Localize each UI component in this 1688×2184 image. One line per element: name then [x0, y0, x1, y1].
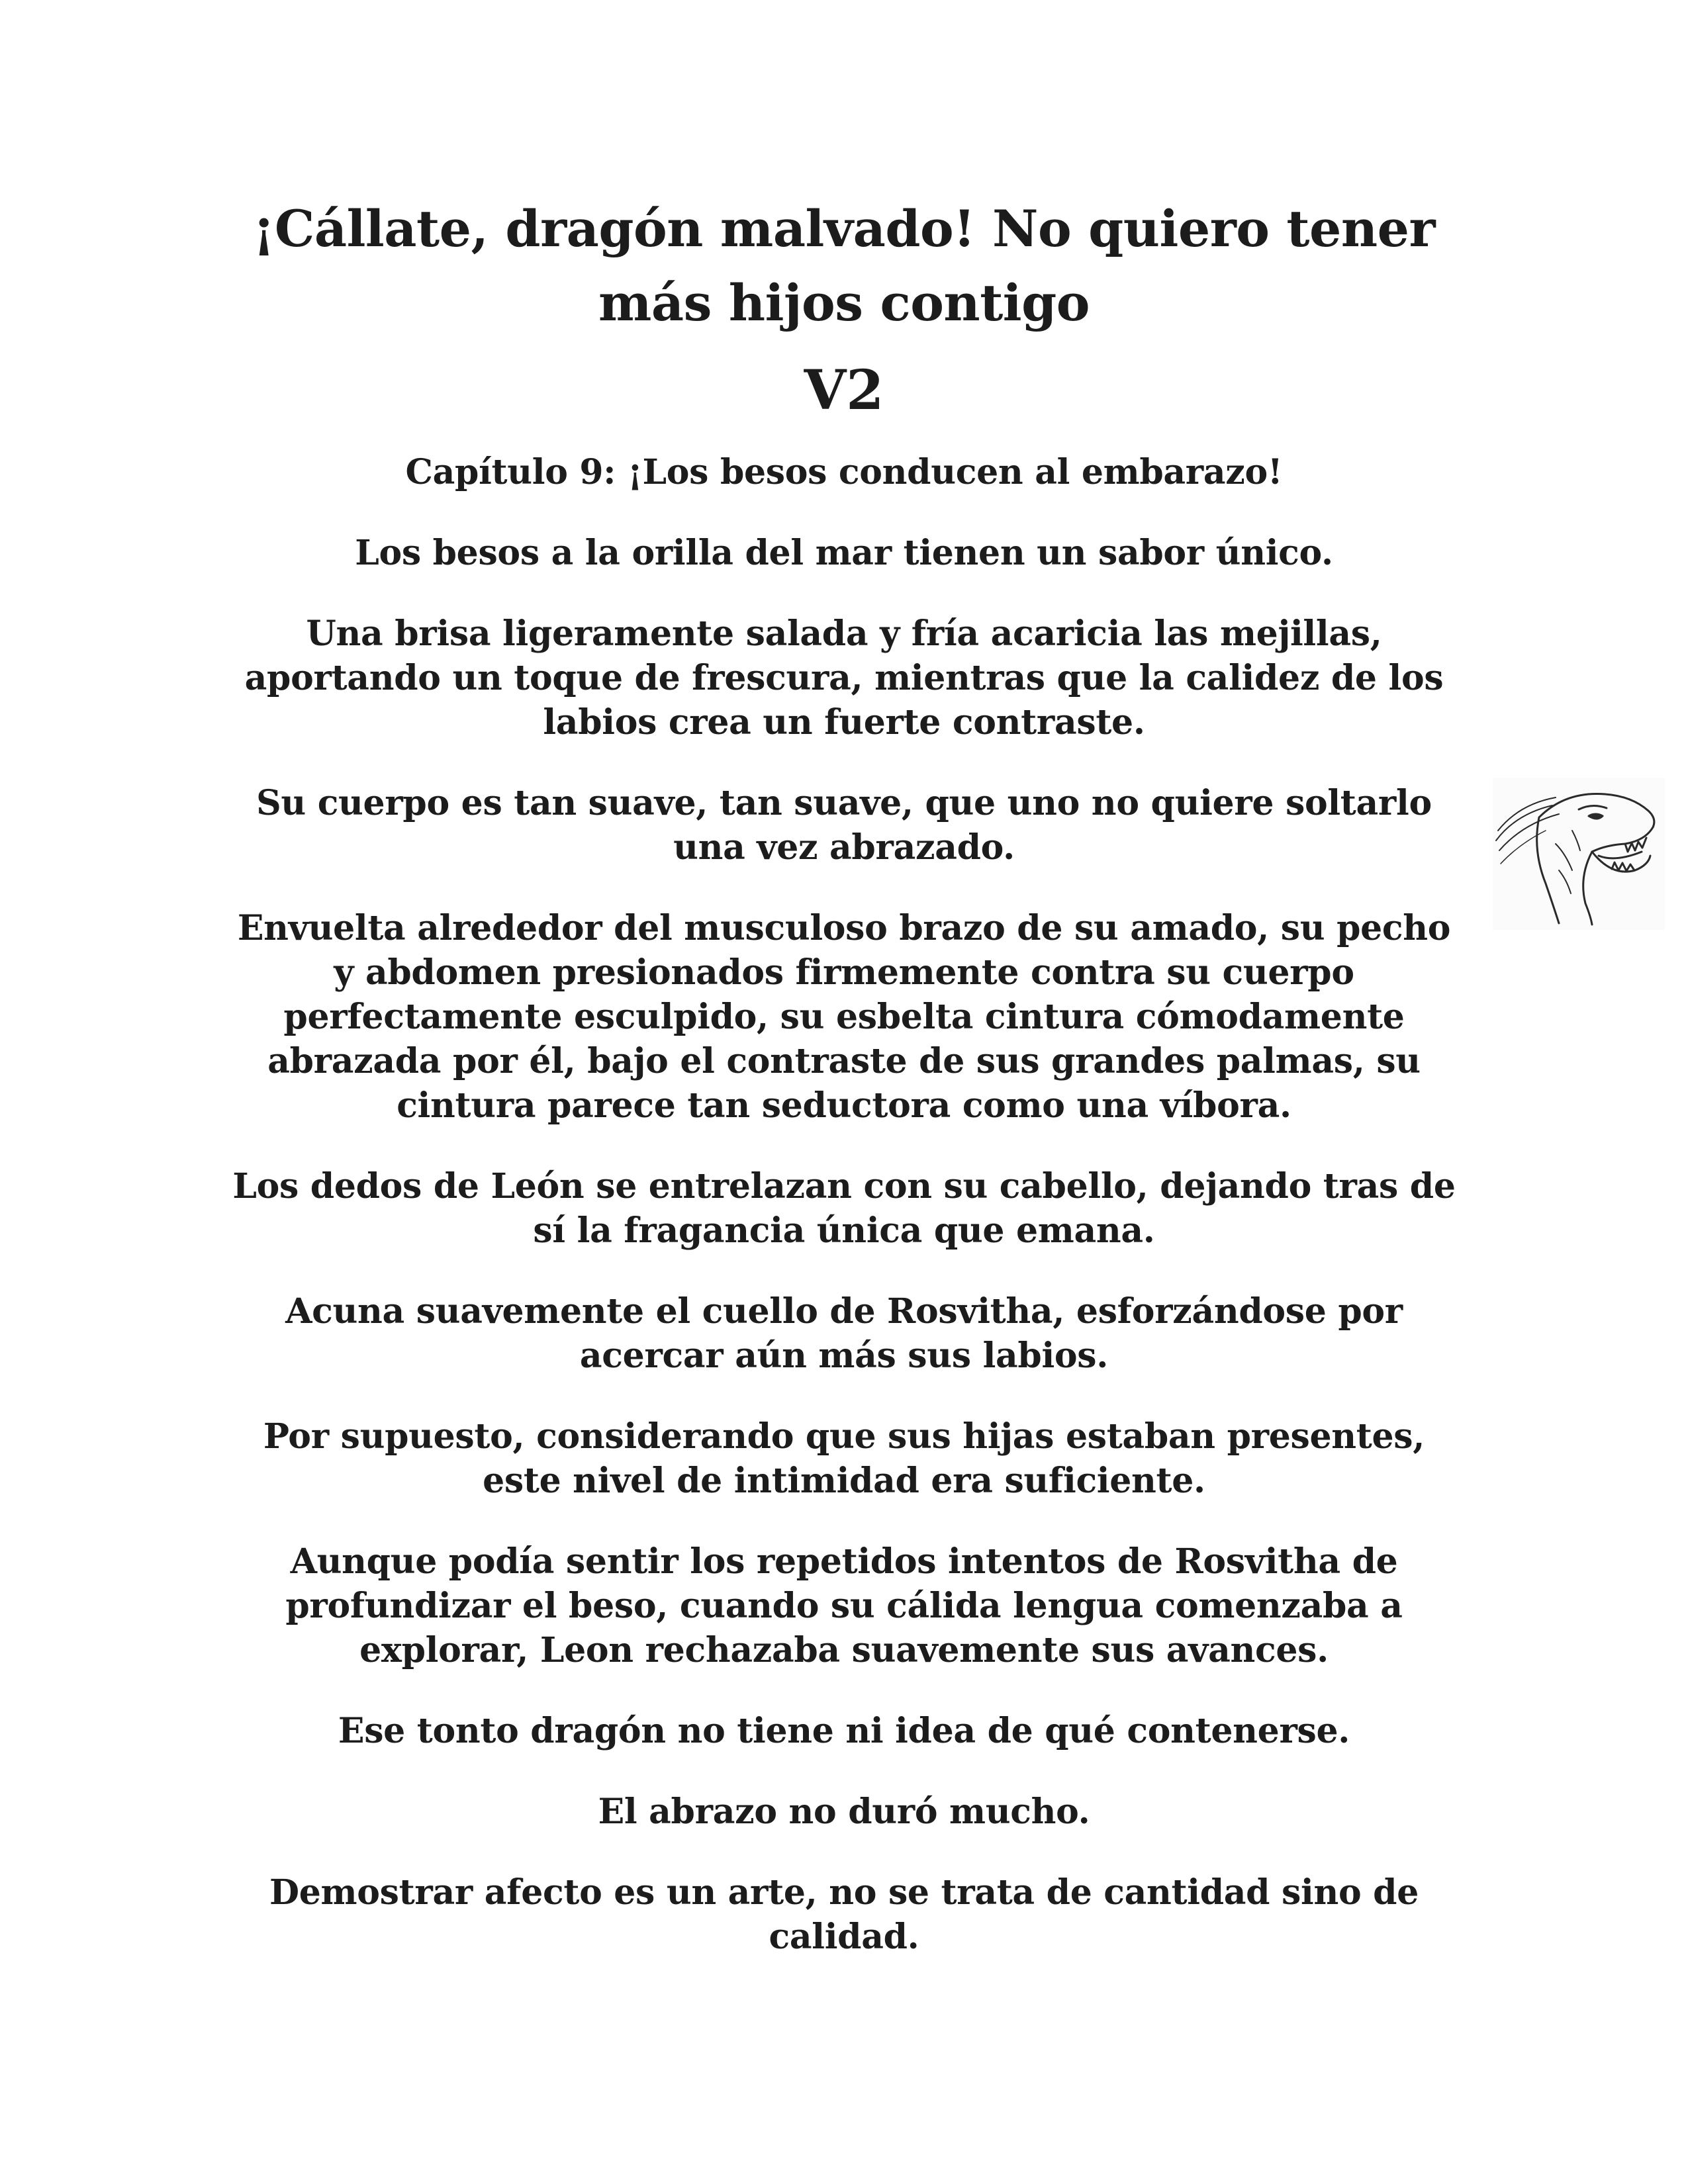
chapter-body	[225, 450, 1463, 1995]
paragraph: Por supuesto, considerando que sus hijas estaban presentes, este nivel de intimidad era suficiente.	[263, 1416, 1425, 1501]
paragraph: Aunque podía sentir los repetidos intentos de Rosvitha de profundizar el beso, cuando su cálida lengua comenzaba a explorar, Leon rechazaba suavemente sus avances.	[285, 1541, 1403, 1670]
paragraph: Demostrar afecto es un arte, no se trata de cantidad sino de calidad.	[269, 1872, 1419, 1957]
paragraph: Envuelta alrededor del musculoso brazo de su amado, su pecho y abdomen presionados firmemente contra su cuerpo perfectamente esculpido, su esbelta cintura cómodamente abrazada por él, bajo el contraste de sus grandes palmas, su cintura parece tan seductora como una víbora.	[237, 908, 1451, 1126]
paragraph: Los dedos de León se entrelazan con su cabello, dejando tras de sí la fragancia única que emana.	[232, 1166, 1456, 1251]
paragraph: Acuna suavemente el cuello de Rosvitha, esforzándose por acercar aún más sus labios.	[285, 1291, 1403, 1376]
chapter-heading: Capítulo 9: ¡Los besos conducen al embarazo!	[405, 452, 1283, 492]
dinosaur-sketch-icon	[1493, 778, 1665, 930]
page-title: ¡Cállate, dragón malvado! No quiero tener más hijos contigo	[252, 199, 1436, 332]
paragraph: Una brisa ligeramente salada y fría acaricia las mejillas, aportando un toque de frescura, mientras que la calidez de los labios crea un fuerte contraste.	[244, 614, 1444, 743]
paragraph: Los besos a la orilla del mar tienen un sabor único.	[355, 533, 1333, 573]
paragraph: El abrazo no duró mucho.	[598, 1792, 1090, 1832]
version-label: V2	[804, 359, 884, 422]
dinosaur-sketch-svg	[1493, 778, 1665, 930]
paragraph: Su cuerpo es tan suave, tan suave, que uno no quiere soltarlo una vez abrazado.	[256, 783, 1432, 868]
paragraph: Ese tonto dragón no tiene ni idea de qué contenerse.	[338, 1711, 1350, 1751]
